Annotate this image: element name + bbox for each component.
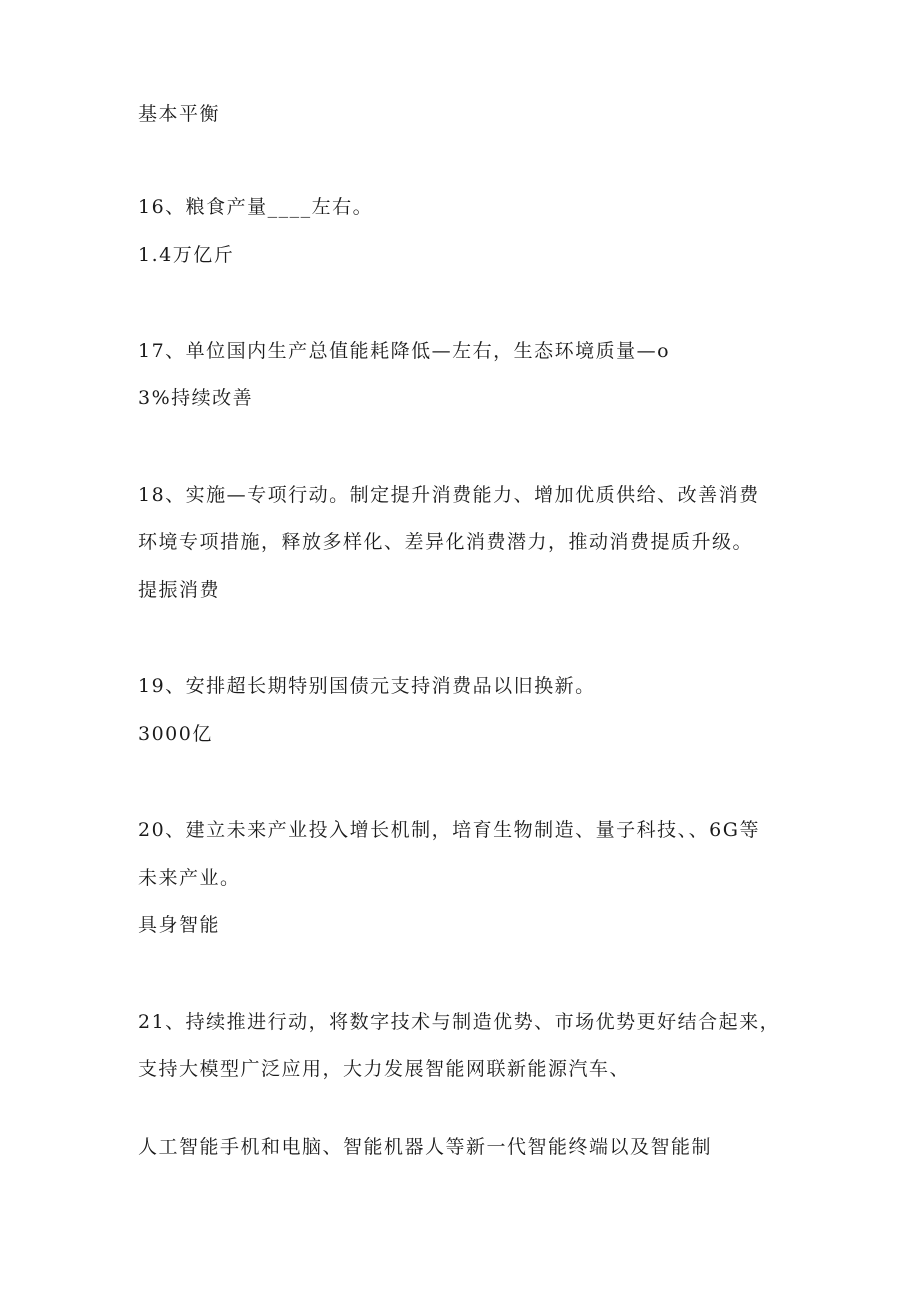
question-line: 19、安排超长期特别国债元支持消费品以旧换新。 — [138, 675, 596, 697]
question-line: 未来产业。 — [138, 867, 241, 889]
answer-line: 3%持续改善 — [138, 387, 254, 409]
answer-line: 提振消费 — [138, 579, 221, 601]
question-line: 18、实施—专项行动。制定提升消费能力、增加优质供给、改善消费 — [138, 484, 760, 506]
question-line: 人工智能手机和电脑、智能机器人等新一代智能终端以及智能制 — [138, 1136, 713, 1158]
question-line: 支持大模型广泛应用，大力发展智能网联新能源汽车、 — [138, 1058, 631, 1080]
answer-line: 具身智能 — [138, 914, 221, 936]
question-line: 21、持续推进行动，将数字技术与制造优势、市场优势更好结合起来， — [138, 1011, 781, 1033]
answer-line: 3000亿 — [138, 723, 213, 745]
answer-line: 基本平衡 — [138, 103, 221, 125]
question-line: 20、建立未来产业投入增长机制，培育生物制造、量子科技、、6G等 — [138, 819, 760, 841]
question-line: 16、粮食产量____左右。 — [138, 196, 374, 218]
answer-line: 1.4万亿斤 — [138, 244, 235, 266]
question-line: 环境专项措施，释放多样化、差异化消费潜力，推动消费提质升级。 — [138, 531, 754, 553]
question-line: 17、单位国内生产总值能耗降低—左右，生态环境质量—o — [138, 340, 671, 362]
